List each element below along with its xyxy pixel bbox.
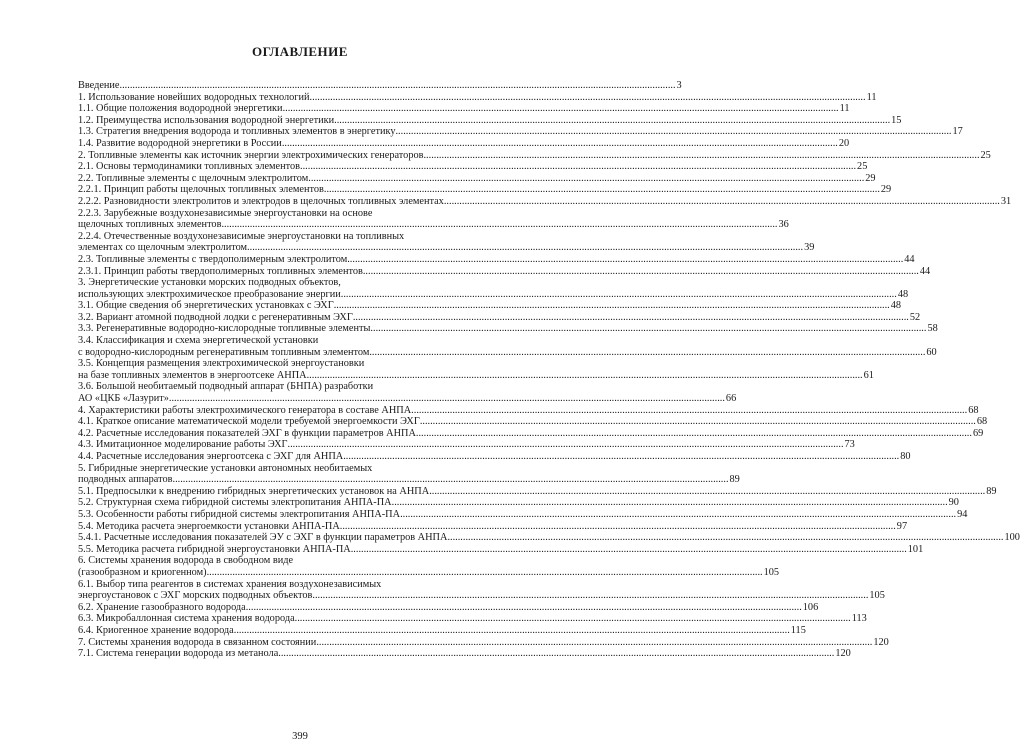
toc-entry-page: 48 [890,300,902,312]
dot-leader [411,405,967,417]
toc-entry-line [78,381,514,393]
toc-entry-page: 29 [880,184,892,196]
toc-entry-line [78,601,819,614]
toc-entry-line [78,288,909,301]
toc-entry [78,103,850,115]
toc-entry-line [78,242,815,254]
toc-entry [78,485,997,498]
toc-entry-line [78,624,806,637]
toc-entry-title: 3.5. Концепция размещения электрохимической энергоустановки [78,358,365,370]
toc-entry-title: 7. Системы хранения водорода в связанном состоянии [78,636,317,648]
dot-leader [312,590,868,602]
toc-entry-line [78,126,963,138]
dot-leader [423,150,979,162]
toc-entry-title: щелочных топливных элементов [78,219,222,231]
toc-entry-line [78,323,938,335]
toc-entry [78,636,889,649]
toc-entry-page: 39 [804,242,815,254]
dot-leader [300,161,856,173]
toc-entry-title: 6.4. Криогенное хранение водорода [78,624,234,636]
toc-entry-line [78,253,915,266]
toc-entry-page: 61 [863,369,874,381]
toc-entry-line [78,184,892,196]
toc-entry-line [78,393,737,405]
toc-entry-line [78,590,885,602]
toc-entry-title: 1. Использование новейших водородных технологий [78,91,310,103]
toc-entry-page: 120 [873,636,889,648]
toc-entry-page: 17 [952,126,963,138]
dot-leader [169,393,725,405]
toc-entry-line [78,427,984,440]
toc-entry-page: 3 [676,80,682,91]
toc-entry-page: 68 [976,416,988,428]
toc-entry-line [78,231,514,243]
toc-entry-title: 1.4. Развитие водородной энергетики в России [78,137,282,149]
toc-entry-line [78,346,937,359]
toc-entry-title: (газообразном и криогенном) [78,566,207,578]
toc-entry-title: 5.5. Методика расчета гибридной энергоустановки АНПА-ПА [78,543,351,555]
toc-entry [78,265,931,278]
toc-entry-line [78,648,851,660]
toc-entry [78,126,963,138]
toc-entry-line [78,137,850,150]
toc-entry-page: 113 [851,613,867,625]
toc-entry-title: 2.3. Топливные элементы с твердополимерным электролитом [78,253,348,265]
toc-entry-line [78,636,889,649]
toc-entry [78,508,968,521]
toc-entry-title: использующих электрохимическое преобразование энергии [78,288,341,300]
toc-entry-page: 15 [891,114,902,126]
toc-entry-line [78,404,979,417]
toc-entry-title: на базе топливных элементов в энергоотсеке АНПА [78,369,307,381]
toc-entry-title: 6. Системы хранения водорода в свободном виде [78,555,294,567]
toc-entry-line [78,485,997,498]
toc-entry-title: с водородно-кислородным регенеративным топливным элементом [78,346,370,358]
toc-entry-line [78,520,908,533]
dot-leader [247,242,803,254]
toc-entry-title: 6.1. Выбор типа реагентов в системах хранения воздухонезависимых [78,578,382,590]
toc-entry-page: 80 [900,451,911,462]
toc-entry-line [78,103,850,115]
toc-entry-page: 89 [986,485,997,497]
toc-entry [78,80,682,92]
toc-entry-title: 3.3. Регенеративные водородно-кислородные топливные элементы [78,323,371,335]
toc-entry [78,207,789,231]
toc-entry [78,91,877,104]
dot-leader [278,648,834,660]
toc-entry-line [78,497,959,509]
dot-leader [334,115,890,127]
toc-entry-title: 1.1. Общие положения водородной энергетики [78,103,283,115]
toc-entry-line [78,358,514,370]
toc-entry-title: Введение [78,80,120,91]
toc-entry-page: 44 [904,253,915,265]
toc-entry [78,439,855,451]
toc-entry-title: 5.1. Предпосылки к внедрению гибридных энергетических установок на АНПА [78,485,430,497]
toc-entry-title: 3.1. Общие сведения об энергетических установках с ЭХГ [78,300,334,312]
toc-entry-title: 2.2.4. Отечественные воздухонезависимые энергоустановки на топливных [78,230,405,242]
dot-leader [343,451,899,463]
dot-leader [400,509,956,521]
dot-leader [307,370,863,382]
toc-entry-line [78,80,682,92]
toc-entry-title: 2.2.2. Разновидности электролитов и электродов в щелочных топливных элементах [78,195,444,207]
dot-leader [370,323,926,335]
toc-entry-line [78,543,924,556]
toc-entry-line [78,508,968,521]
toc-entry [78,311,921,324]
toc-entry-line [78,566,780,579]
toc-entry-line [78,149,991,162]
toc-entry-title: 3.6. Большой необитаемый подводный аппарат (БНПА) разработки [78,381,374,393]
toc-entry-title: 4.3. Имитационное моделирование работы ЭХГ [78,439,288,451]
toc-entry-page: 52 [909,311,921,323]
toc-entry-line [78,172,876,185]
toc-entry [78,137,850,150]
dot-leader [310,92,866,104]
toc-entry [78,184,892,196]
toc-entry-title: 3.2. Вариант атомной подводной лодки с регенеративным ЭХГ [78,311,353,323]
toc-entry-title: 1.3. Стратегия внедрения водорода и топливных элементов в энергетику [78,126,396,138]
toc-entry [78,253,915,266]
dot-leader [308,173,864,185]
toc-entry-page: 20 [838,137,850,149]
toc-entry-line [78,579,514,591]
toc-entry-page: 58 [927,323,938,335]
toc-entry-title: 2.1. Основы термодинамики топливных элементов [78,161,301,173]
toc-entry-title: 3.4. Классификация и схема энергетической установки [78,335,319,347]
toc-entry [78,416,988,428]
toc-entry-title: 5.3. Особенности работы гибридной системы электропитания АНПА-ПА [78,508,401,520]
toc-entry-line [78,300,902,312]
toc-entry [78,300,902,312]
toc-entry [78,172,876,185]
toc-entry [78,451,911,463]
toc-entry [78,497,959,509]
toc-entry-line [78,335,514,347]
toc-entry-page: 73 [844,439,855,451]
dot-leader [324,184,880,196]
toc-entry-title: 2.3.1. Принцип работы твердополимерных топливных элементов [78,265,363,277]
toc-entry-title: 4.1. Краткое описание математической модели требуемой энергоемкости ЭХГ [78,416,420,428]
dot-leader [347,254,903,266]
toc-entry-title: 4. Характеристики работы электрохимического генератора в составе АНПА [78,404,412,416]
toc-entry-line [78,474,740,486]
toc-entry [78,161,868,173]
toc-entry-line [78,161,868,173]
dot-leader [395,126,951,138]
toc-entry [78,648,851,660]
dot-leader [283,103,839,115]
dot-leader [234,625,790,637]
toc-entry [78,149,991,162]
toc-entry-title: 2.2.3. Зарубежные воздухонезависимые энергоустановки на основе [78,207,373,219]
dot-leader [416,428,972,440]
toc-entry-title: элементах со щелочным электролитом [78,242,248,254]
toc-entry [78,532,1020,544]
toc-entry [78,613,867,625]
toc-entry-page: 94 [957,508,968,520]
toc-entry-line [78,532,1020,544]
toc-entry-line [78,114,902,127]
dot-leader [173,474,729,486]
toc-entry-title: 6.3. Микробаллонная система хранения водорода [78,613,295,625]
toc-entry-line [78,451,911,463]
toc-entry-line [78,208,514,220]
toc-entry-page: 25 [980,149,991,161]
toc-entry-title: 4.4. Расчетные исследования энергоотсека с ЭХГ для АНПА [78,451,344,462]
toc-entry [78,358,874,381]
toc-entry-page: 68 [968,404,979,416]
table-of-contents [78,80,1020,660]
toc-entry-page: 100 [1004,532,1020,544]
dot-leader [334,300,890,312]
toc-entry [78,520,908,533]
dot-leader [369,347,925,359]
dot-leader [282,138,838,150]
toc-entry-page: 69 [972,427,984,439]
toc-entry-page: 48 [897,288,909,300]
toc-entry-page: 101 [907,543,924,555]
dot-leader [341,289,897,301]
toc-entry-title: 6.2. Хранение газообразного водорода [78,601,246,613]
toc-entry-title: 2. Топливные элементы как источник энергии электрохимических генераторов [78,149,424,161]
toc-entry-title: 5.2. Структурная схема гибридной системы электропитания АНПА-ПА [78,497,392,509]
dot-leader [429,486,985,498]
toc-entry-page: 120 [835,648,851,660]
toc-entry [78,555,780,578]
page-number: 399 [292,731,308,742]
toc-entry-page: 31 [1000,195,1012,207]
toc-entry [78,601,819,614]
toc-entry-page: 115 [790,624,806,636]
toc-entry-line [78,91,877,104]
toc-entry [78,230,815,254]
dot-leader [351,544,907,556]
toc-entry-title: 5.4.1. Расчетные исследования показателей ЭУ с ЭХГ в функции параметров АНПА [78,532,448,544]
toc-entry [78,462,740,486]
toc-entry-title: 2.2. Топливные элементы с щелочным электролитом [78,172,309,184]
toc-entry-page: 11 [839,103,850,115]
toc-entry-title: 7.1. Система генерации водорода из метанола [78,648,279,660]
toc-entry [78,335,937,358]
toc-entry-line [78,219,789,231]
dot-leader [392,497,948,509]
toc-entry [78,624,806,637]
toc-entry-line [78,369,874,382]
dot-leader [207,567,763,579]
toc-entry-page: 105 [869,590,885,602]
toc-entry [78,543,924,556]
dot-leader [420,416,976,428]
toc-entry-title: 3. Энергетические установки морских подводных объектов, [78,277,341,289]
toc-entry-page: 60 [926,346,937,358]
toc-entry-page: 89 [729,474,740,486]
toc-entry-line [78,613,867,625]
toc-entry [78,195,1012,208]
toc-entry-line [78,195,1012,208]
toc-entry-title: 5. Гибридные энергетические установки автономных необитаемых [78,462,373,474]
toc-entry-title: подводных аппаратов [78,474,173,486]
toc-entry-page: 66 [725,393,737,405]
toc-entry-page: 36 [778,219,789,231]
toc-entry-page: 25 [857,161,868,173]
toc-entry-page: 11 [866,91,877,103]
toc-entry-line [78,555,514,567]
toc-entry [78,381,737,405]
toc-entry-title: АО «ЦКБ «Лазурит» [78,393,169,405]
dot-leader [221,219,777,231]
toc-entry [78,277,909,300]
toc-entry-page: 29 [865,172,876,184]
toc-entry-title: 1.2. Преимущества использования водородной энергетики [78,114,335,126]
toc-entry-line [78,416,988,428]
toc-entry-line [78,463,514,475]
toc-entry-page: 106 [802,601,819,613]
toc-entry-page: 97 [896,520,908,532]
dot-leader [316,637,872,649]
toc-entry-page: 44 [919,265,931,277]
toc-entry-title: энергоустановок с ЭХГ морских подводных объектов [78,590,313,602]
toc-entry [78,427,984,440]
toc-entry-line [78,311,921,324]
toc-entry-line [78,277,514,289]
toc-entry [78,323,938,335]
toc-entry [78,578,885,602]
dot-leader [246,602,802,614]
toc-entry-page: 105 [763,566,780,578]
dot-leader [363,266,919,278]
toc-entry-title: 2.2.1. Принцип работы щелочных топливных элементов [78,184,324,196]
toc-entry [78,114,902,127]
toc-entry-title: 4.2. Расчетные исследования показателей ЭХГ в функции параметров АНПА [78,427,416,439]
toc-heading: ОГЛАВЛЕНИЕ [252,44,348,59]
dot-leader [288,439,844,451]
toc-entry-line [78,439,855,451]
toc-entry-page: 90 [948,497,959,509]
toc-entry-title: 5.4. Методика расчета энергоемкости установки АНПА-ПА [78,520,340,532]
toc-entry-line [78,265,931,278]
dot-leader [353,312,909,324]
dot-leader [447,532,1003,544]
dot-leader [444,196,1000,208]
dot-leader [120,80,676,92]
dot-leader [340,521,896,533]
toc-entry [78,404,979,417]
dot-leader [295,613,851,625]
